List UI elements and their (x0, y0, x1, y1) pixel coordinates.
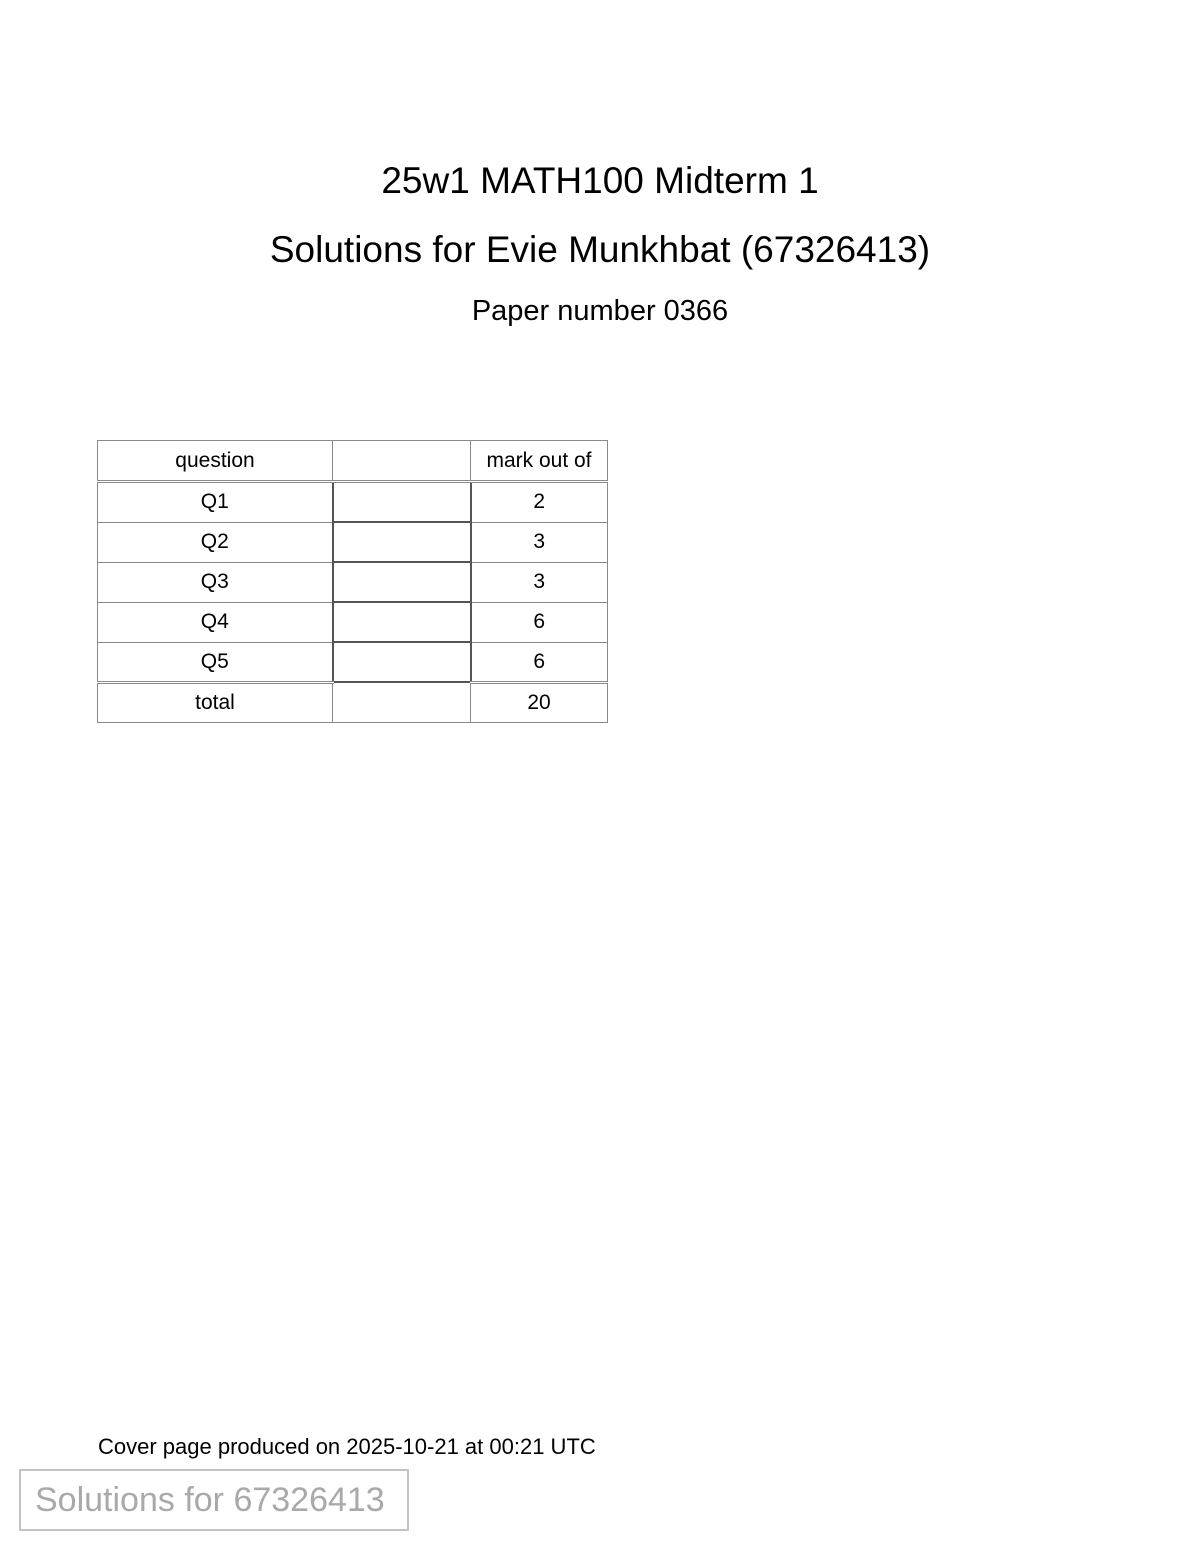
mark-out-of: 6 (471, 642, 608, 682)
exam-title: 25w1 MATH100 Midterm 1 (381, 160, 819, 201)
solutions-subtitle: Solutions for Evie Munkhbat (67326413) (269, 229, 931, 270)
solutions-stamp: Solutions for 67326413 (19, 1469, 409, 1531)
mark-out-of: 6 (471, 602, 608, 642)
paper-number: Paper number 0366 (471, 295, 729, 327)
score-cell (333, 642, 471, 682)
mark-out-of: 3 (471, 522, 608, 562)
total-mark-out-of: 20 (471, 682, 608, 722)
question-label: Q5 (98, 642, 333, 682)
table-row (98, 602, 608, 642)
score-cell (333, 482, 471, 523)
header-score (333, 441, 471, 482)
question-label: Q2 (98, 522, 333, 562)
question-label: Q1 (98, 482, 333, 523)
question-label: Q3 (98, 562, 333, 602)
cover-page-timestamp: Cover page produced on 2025-10-21 at 00:21 UTC (98, 1434, 596, 1459)
total-label: total (98, 682, 333, 722)
marks-table (97, 440, 608, 723)
total-row (98, 682, 608, 722)
table-row (98, 522, 608, 562)
header-mark-out-of: mark out of (471, 441, 608, 482)
marks-table-header (98, 441, 608, 482)
table-row (98, 562, 608, 602)
mark-out-of: 3 (471, 562, 608, 602)
table-row (98, 482, 608, 523)
header-question: question (98, 441, 333, 482)
question-label: Q4 (98, 602, 333, 642)
table-row (98, 642, 608, 682)
score-cell (333, 562, 471, 602)
mark-out-of: 2 (471, 482, 608, 523)
score-cell (333, 602, 471, 642)
total-score-cell (333, 682, 471, 722)
score-cell (333, 522, 471, 562)
